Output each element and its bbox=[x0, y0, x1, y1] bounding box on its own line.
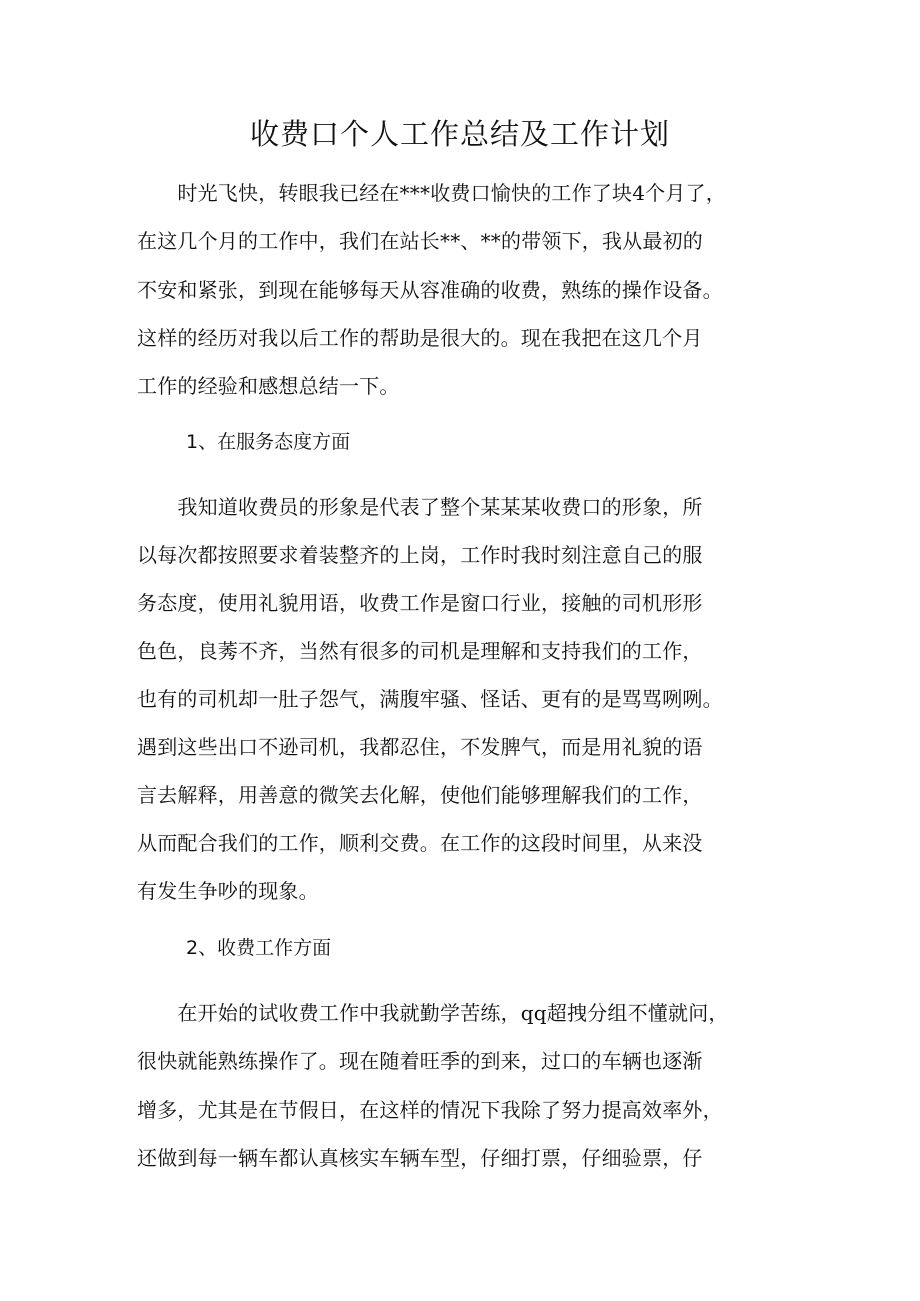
paragraph-line: 言去解释，用善意的微笑去化解，使他们能够理解我们的工作， bbox=[137, 783, 703, 807]
paragraph-line: 增多，尤其是在节假日，在这样的情况下我除了努力提高效率外， bbox=[137, 1098, 723, 1122]
paragraph-line: 有发生争吵的现象。 bbox=[137, 879, 319, 903]
section-heading: 2、收费工作方面 bbox=[186, 937, 332, 959]
paragraph-line: 色色，良莠不齐，当然有很多的司机是理解和支持我们的工作， bbox=[137, 639, 703, 663]
paragraph-line: 遇到这些出口不逊司机，我都忍住，不发脾气，而是用礼貌的语 bbox=[137, 735, 703, 759]
paragraph-line: 以每次都按照要求着装整齐的上岗，工作时我时刻注意自己的服 bbox=[137, 543, 703, 567]
paragraph-line: 时光飞快，转眼我已经在***收费口愉快的工作了块4个月了， bbox=[137, 181, 726, 205]
paragraph-line: 务态度，使用礼貌用语，收费工作是窗口行业，接触的司机形形 bbox=[137, 591, 703, 615]
paragraph-line: 工作的经验和感想总结一下。 bbox=[137, 374, 400, 398]
paragraph-line: 这样的经历对我以后工作的帮助是很大的。现在我把在这几个月 bbox=[137, 326, 703, 350]
paragraph-line: 从而配合我们的工作，顺利交费。在工作的这段时间里，从来没 bbox=[137, 831, 703, 855]
paragraph-line: 也有的司机却一肚子怨气，满腹牢骚、怪话、更有的是骂骂咧咧。 bbox=[137, 687, 723, 711]
paragraph-line: 在开始的试收费工作中我就勤学苦练，qq超拽分组不懂就问， bbox=[137, 1001, 729, 1025]
paragraph-line: 我知道收费员的形象是代表了整个某某某收费口的形象，所 bbox=[137, 495, 703, 519]
section-heading: 1、在服务态度方面 bbox=[186, 431, 351, 453]
paragraph-line: 在这几个月的工作中，我们在站长**、**的带领下，我从最初的 bbox=[137, 229, 703, 253]
paragraph-line: 还做到每一辆车都认真核实车辆车型，仔细打票，仔细验票，仔 bbox=[137, 1146, 703, 1170]
paragraph-line: 不安和紧张，到现在能够每天从容准确的收费，熟练的操作设备。 bbox=[137, 278, 723, 302]
paragraph-line: 很快就能熟练操作了。现在随着旺季的到来，过口的车辆也逐渐 bbox=[137, 1049, 703, 1073]
document-title: 收费口个人工作总结及工作计划 bbox=[249, 117, 670, 151]
